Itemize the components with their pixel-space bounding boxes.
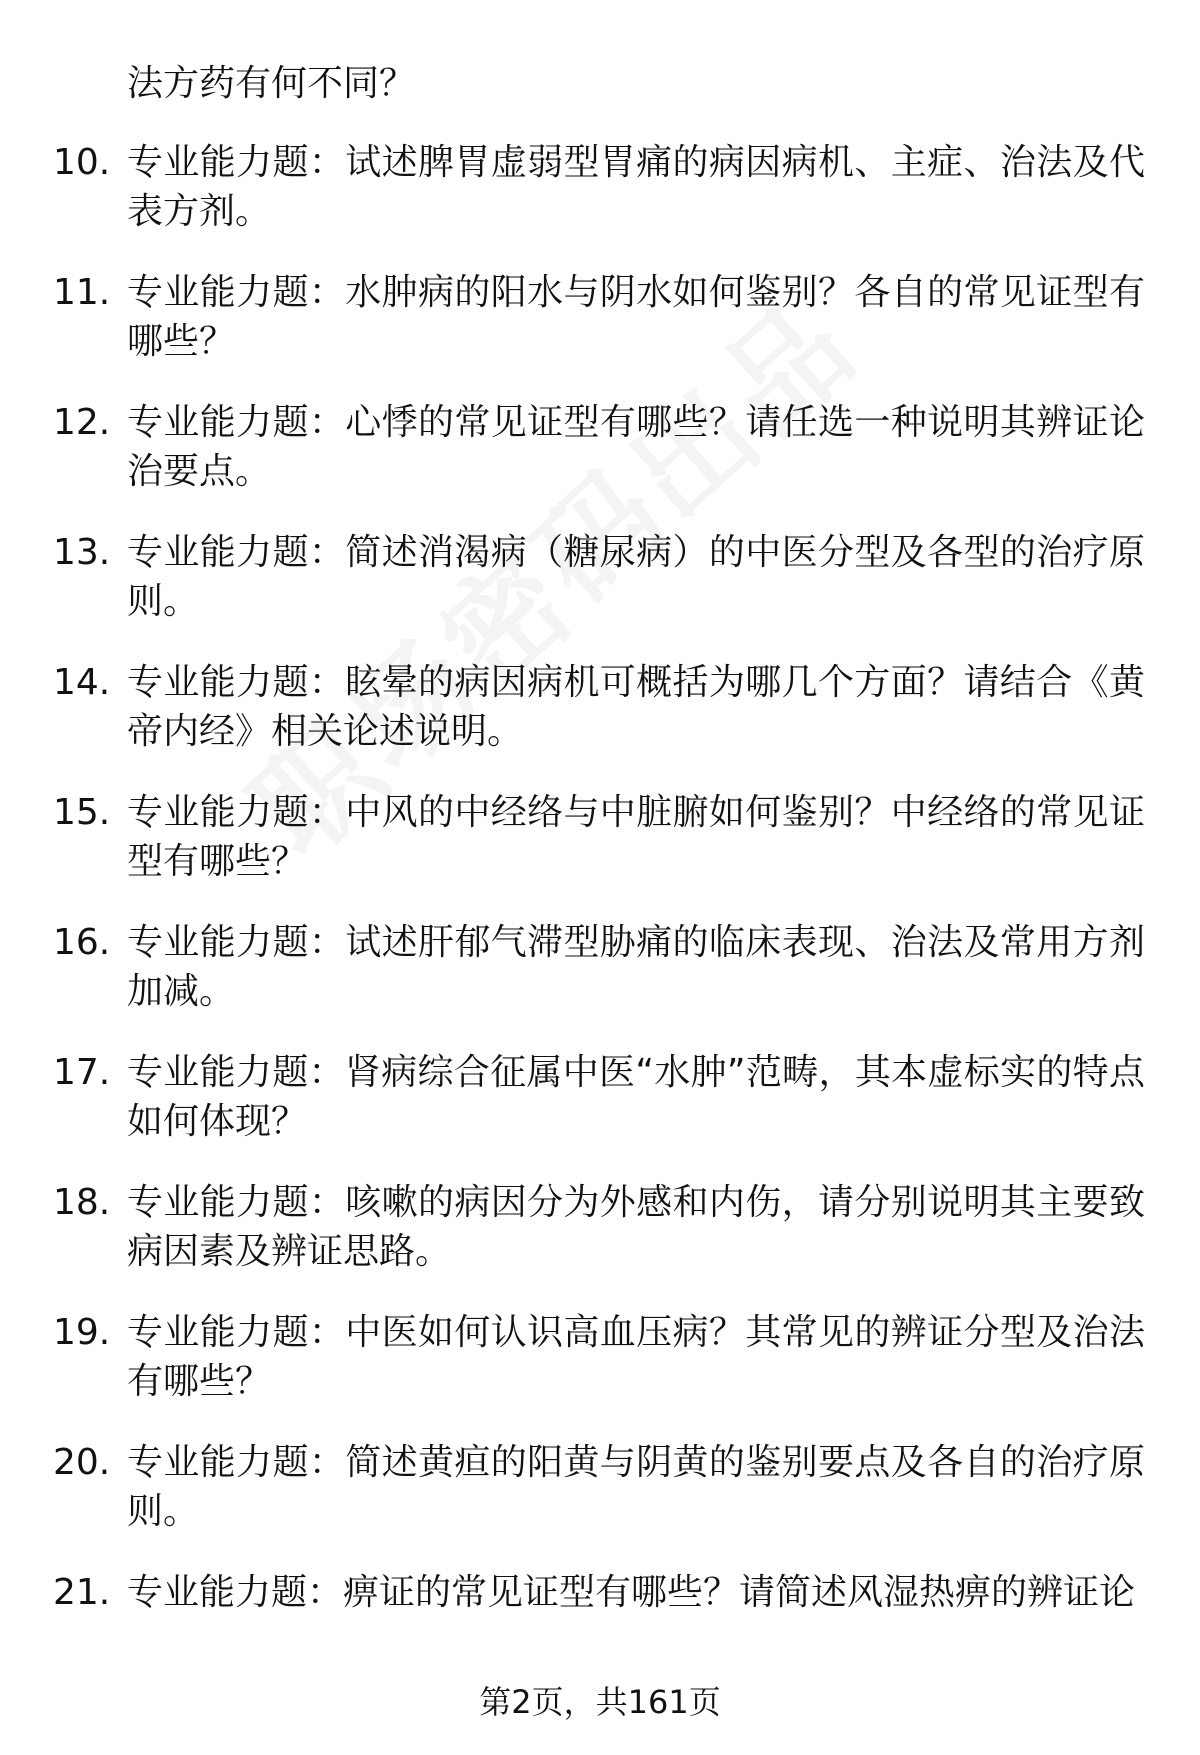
question-text: 专业能力题：简述黄疸的阳黄与阴黄的鉴别要点及各自的治疗原则。 [127,1442,1145,1532]
list-item [0,1308,1200,1438]
list-item [0,918,1200,1048]
list-item [0,268,1200,398]
question-number: 11. [53,272,111,313]
question-number: 20. [53,1442,111,1483]
list-item [0,528,1200,658]
list-item [0,1178,1200,1308]
page-footer: 第2页，共161页 [479,1683,721,1721]
question-text: 专业能力题：中医如何认识高血压病？其常见的辨证分型及治法有哪些？ [127,1312,1145,1402]
list-item [0,658,1200,788]
question-number: 10. [53,142,111,183]
question-number: 18. [53,1182,111,1223]
question-number: 16. [53,922,111,963]
list-item [0,1048,1200,1178]
list-item [0,788,1200,918]
list-item [0,1568,1200,1698]
question-text: 专业能力题：简述消渴病（糖尿病）的中医分型及各型的治疗原则。 [127,532,1145,622]
continuation-text: 法方药有何不同？ [127,63,416,104]
question-number: 21. [53,1572,111,1613]
question-number: 12. [53,402,111,443]
question-text: 专业能力题：试述脾胃虚弱型胃痛的病因病机、主症、治法及代表方剂。 [127,142,1145,232]
question-text: 专业能力题：眩晕的病因病机可概括为哪几个方面？请结合《黄帝内经》相关论述说明。 [127,662,1145,752]
question-number: 15. [53,792,111,833]
list-item [0,398,1200,528]
question-text: 专业能力题：肾病综合征属中医“水肿”范畴，其本虚标实的特点如何体现？ [127,1052,1145,1142]
list-item [0,138,1200,268]
question-text: 专业能力题：咳嗽的病因分为外感和内伤，请分别说明其主要致病因素及辨证思路。 [127,1182,1145,1272]
question-list [0,138,1200,1698]
question-number: 17. [53,1052,111,1093]
list-item [0,1438,1200,1568]
question-text: 专业能力题：心悸的常见证型有哪些？请任选一种说明其辨证论治要点。 [127,402,1145,492]
question-text: 专业能力题：痹证的常见证型有哪些？请简述风湿热痹的辨证论 [127,1572,1136,1613]
question-number: 13. [53,532,111,573]
question-number: 19. [53,1312,111,1353]
question-text: 专业能力题：中风的中经络与中脏腑如何鉴别？中经络的常见证型有哪些？ [127,792,1145,882]
question-number: 14. [53,662,111,703]
question-text: 专业能力题：试述肝郁气滞型胁痛的临床表现、治法及常用方剂加减。 [127,922,1145,1012]
question-text: 专业能力题：水肿病的阳水与阴水如何鉴别？各自的常见证型有哪些？ [127,272,1145,362]
